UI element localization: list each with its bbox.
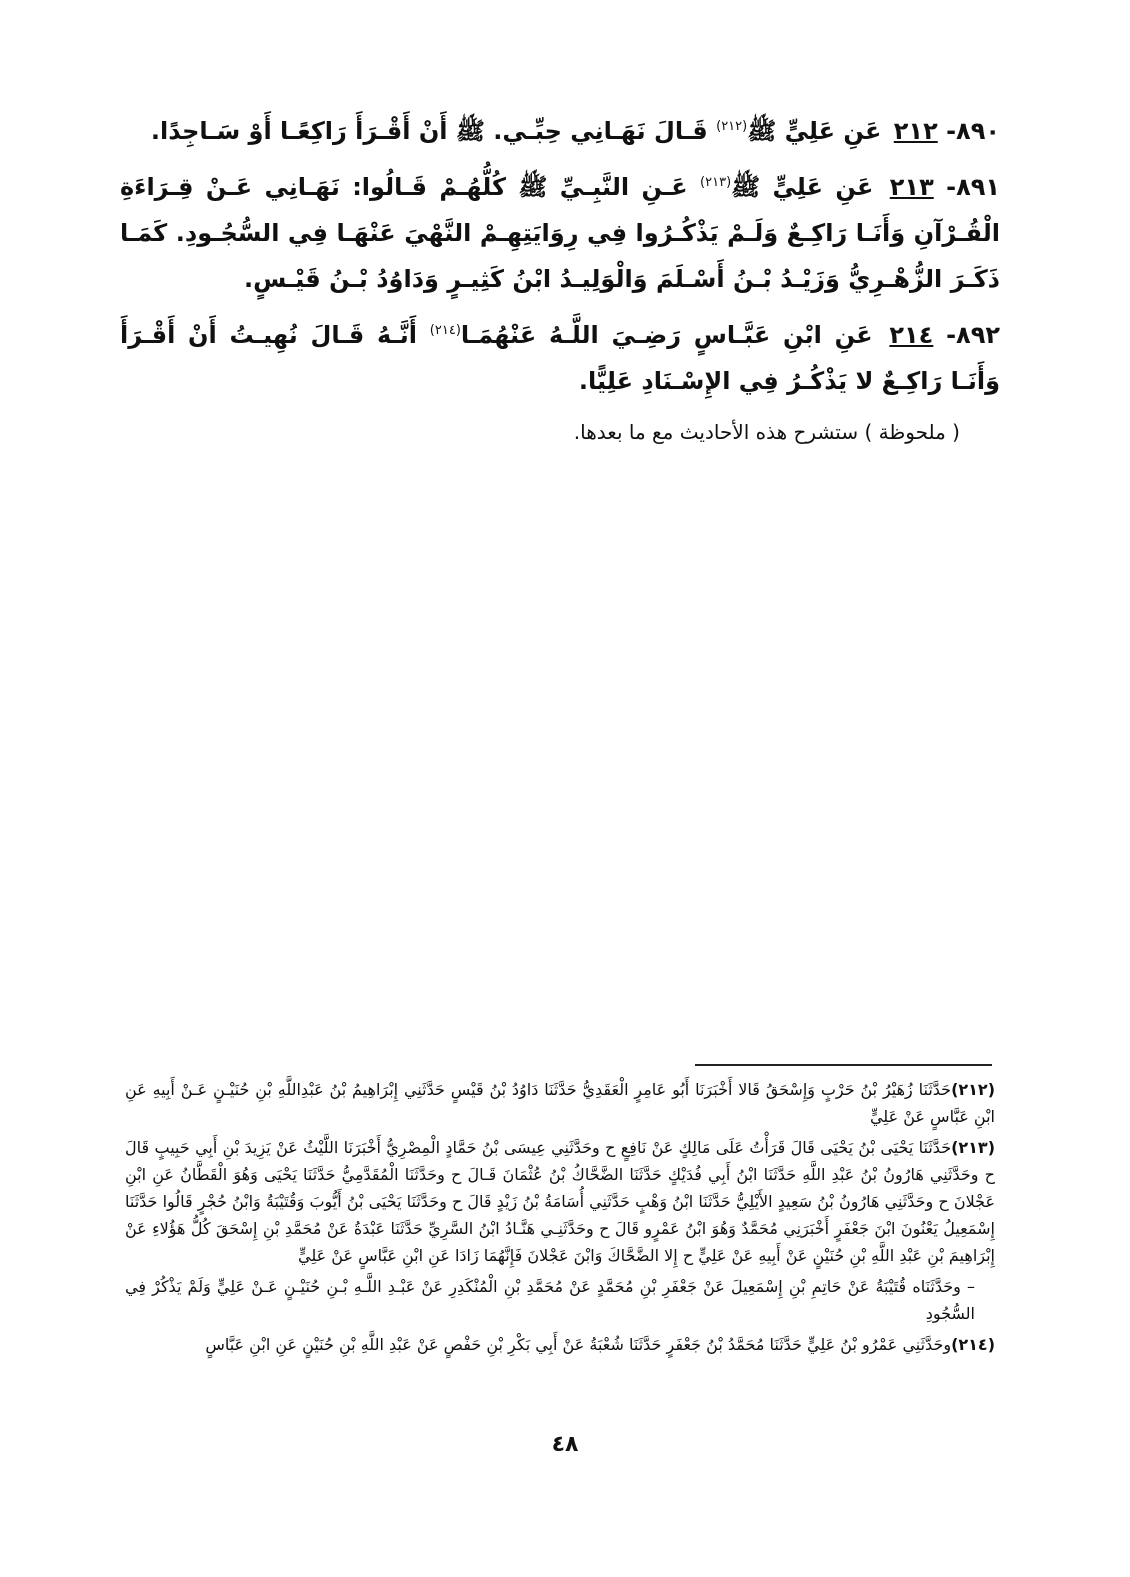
hadith-text: عَـنِ النَّبِـيِّ ﷺ كُلُّهُـمْ قَـالُوا: نَهَـانِي عَـنْ قِـرَاءَةِ الْقُـرْآنِ وَأَنَـا رَاكِـعٌ وَلَـمْ يَذْكُـرُوا فِي رِوَايَتِهِـمْ النَّهْيَ عَنْهَـا فِي السُّجُـودِ. كَمَـا ذَكَـرَ الزُّهْـرِيُّ وَزَيْـدُ بْـنُ أَسْـلَمَ وَالْوَلِيـدُ ابْنُ كَثِيـرٍ وَدَاوُدُ بْـنُ قَيْـسٍ. — [120, 173, 1000, 293]
hadith-892 — [120, 312, 1000, 404]
footnote-divider — [695, 1064, 992, 1066]
hadith-text: عَنِ عَلِيٍّ ﷺ — [731, 173, 874, 201]
hadith-number: ٨٩٠- — [946, 117, 1000, 145]
footnote-212 — [125, 1076, 995, 1130]
reference-number: ٢١٣ — [889, 173, 934, 201]
footnote-number: (٢١٣) — [951, 1138, 995, 1157]
hadith-number: ٨٩٢- — [946, 321, 1000, 349]
reference-number: ٢١٢ — [893, 117, 938, 145]
footnote-text: حَدَّثَنَا يَحْيَى بْنُ يَحْيَى قَالَ قَرَأْتُ عَلَى مَالِكٍ عَنْ نَافِعٍ ح وحَدَّثَنِي عِيسَى بْنُ حَمَّادٍ الْمِصْرِيُّ أَخْبَرَنَا اللَّيْثُ عَنْ يَزِيدَ بْنِ أَبِي حَبِيبٍ قَالَ ح وحَدَّثَنِي هَارُونُ بْنُ عَبْدِ اللَّهِ حَدَّثَنَا ابْنُ أَبِي فُدَيْكٍ حَدَّثَنَا الضَّحَّاكُ بْنُ عُثْمَانَ قَـالَ ح وحَدَّثَنَا الْمُقَدَّمِيُّ حَدَّثَنَا يَحْيَى وَهُوَ الْقَطَّانُ عَنِ ابْنِ عَجْلانَ ح وحَدَّثَنِي هَارُونُ بْنُ سَعِيدٍ الأَيْلِيُّ حَدَّثَنَا ابْنُ وَهْبٍ حَدَّثَنِي أُسَامَةُ بْنُ زَيْدٍ قَالَ ح وحَدَّثَنَا يَحْيَى بْنُ أَيُّوبَ وَقُتَيْبَةُ وَابْنُ حُجْرٍ قَالُوا حَدَّثَنَا إِسْمَعِيلُ يَعْنُونَ ابْنَ جَعْفَرٍ أَخْبَرَنِي مُحَمَّدٌ وَهُوَ ابْنُ عَمْرٍو قَالَ ح وحَدَّثَنِـي هَنَّـادُ ابْنُ السَّرِيِّ حَدَّثَنَا عَبْدَةُ عَنْ مُحَمَّدِ بْنِ إِسْحَقَ كُلُّ هَؤُلاءِ عَنْ إِبْرَاهِيمَ بْنِ عَبْدِ اللَّهِ بْنِ حُنَيْنٍ عَنْ أَبِيهِ عَنْ عَلِيٍّ ح إِلا الضَّحَّاكَ وَابْنَ عَجْلانَ فَإِنَّهُمَا زَادَا عَنِ ابْنِ عَبَّاسٍ عَنْ عَلِيٍّ — [125, 1138, 995, 1265]
footnote-214 — [125, 1331, 995, 1358]
footnote-text: حَدَّثَنَا زُهَيْرُ بْنُ حَرْبٍ وَإِسْحَقُ قَالا أَخْبَرَنَا أَبُو عَامِرٍ الْعَقَدِيُّ حَدَّثَنَا دَاوُدُ بْنُ قَيْسٍ حَدَّثَنِي إِبْرَاهِيمُ بْنُ عَبْدِاللَّهِ بْنِ حُنَيْـنٍ عَـنْ أَبِيهِ عَنِ ابْنِ عَبَّاسٍ عَنْ عَلِيٍّ — [125, 1080, 995, 1126]
reference-number: ٢١٤ — [889, 321, 934, 349]
hadith-891 — [120, 164, 1000, 302]
footnote-213 — [125, 1134, 995, 1269]
hadith-text: عَنِ عَلِيٍّ ﷺ — [747, 117, 882, 145]
footnote-213-continuation: – وحَدَّثَنَاه قُتَيْبَةُ عَنْ حَاتِمِ بْنِ إِسْمَعِيلَ عَنْ جَعْفَرِ بْنِ مُحَمَّدٍ عَنْ مُحَمَّدِ بْنِ الْمُنْكَدِرِ عَنْ عَبْـدِ اللَّـهِ بْـنِ حُنَيْـنٍ عَـنْ عَلِيٍّ وَلَمْ يَذْكُرْ فِي السُّجُودِ — [125, 1277, 975, 1323]
hadith-890 — [120, 108, 1000, 154]
footnotes-section — [125, 1076, 995, 1362]
footnote-marker: (٢١٣) — [700, 175, 732, 190]
main-text — [120, 108, 1000, 450]
footnote-marker: (٢١٢) — [716, 119, 748, 134]
page-number: ٤٨ — [551, 1432, 579, 1457]
hadith-number: ٨٩١- — [946, 173, 1001, 201]
footnote-number: (٢١٤) — [951, 1335, 995, 1354]
footnote-text: وحَدَّثَنِي عَمْرُو بْنُ عَلِيٍّ حَدَّثَنَا مُحَمَّدُ بْنُ جَعْفَرٍ حَدَّثَنَا شُعْبَةُ عَنْ أَبِي بَكْرِ بْنِ حَفْصٍ عَنْ عَبْدِ اللَّهِ بْنِ حُنَيْنٍ عَنِ ابْنِ عَبَّاسٍ — [205, 1335, 952, 1354]
editorial-note: ( ملحوظة ) ستشرح هذه الأحاديث مع ما بعدها. — [573, 420, 960, 444]
footnote-marker: (٢١٤) — [429, 323, 461, 338]
footnote-number: (٢١٢) — [951, 1080, 995, 1099]
hadith-text: قَـالَ نَهَـانِي حِبِّـي. ﷺ أَنْ أَقْـرَأَ رَاكِعًـا أَوْ سَـاجِدًا. — [150, 117, 708, 145]
hadith-text: عَنِ ابْنِ عَبَّـاسٍ رَضِـيَ اللَّـهُ عَنْهُمَـا — [460, 321, 873, 349]
hadith-text: أَنَّـهُ قَـالَ نُهِيـتُ أَنْ أَقْـرَأَ وَأَنَـا رَاكِـعٌ لا يَذْكُـرُ فِي الإِسْـنَادِ عَلِيًّا. — [120, 321, 1000, 395]
